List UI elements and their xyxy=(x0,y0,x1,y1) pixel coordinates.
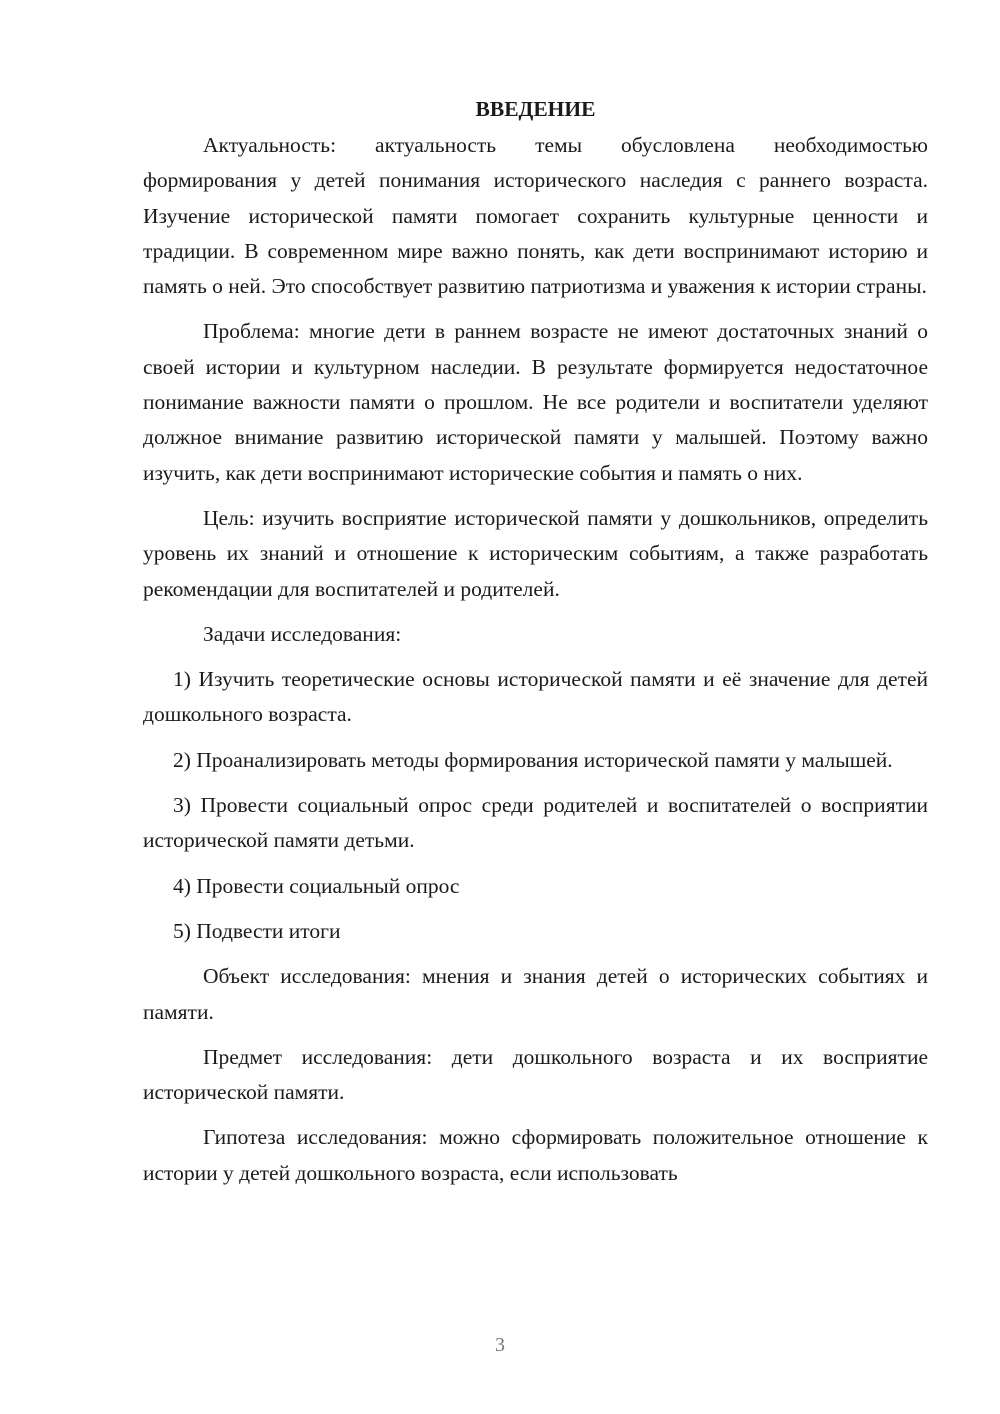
task-item-1: 1) Изучить теоретические основы исторической памяти и её значение для детей дошкольного возраста. xyxy=(143,667,928,727)
paragraph-object: Объект исследования: мнения и знания детей о исторических событиях и памяти. xyxy=(143,964,928,1024)
task-item-2: 2) Проанализировать методы формирования исторической памяти у малышей. xyxy=(173,747,893,772)
paragraph-subject: Предмет исследования: дети дошкольного возраста и их восприятие исторической памяти. xyxy=(143,1044,928,1105)
task-item-3: 3) Провести социальный опрос среди родителей и воспитателей о восприятии исторической памяти детьми. xyxy=(143,793,928,853)
paragraph-hypothesis: Гипотеза исследования: можно сформировать положительное отношение к истории у детей дошкольного возраста, если использовать xyxy=(143,1125,928,1185)
section-title: ВВЕДЕНИЕ xyxy=(475,97,596,121)
paragraph-relevance: Актуальность: актуальность темы обусловлена необходимостью формирования у детей понимания исторического наследия с раннего возраста. Изучение исторической памяти помогает сохранить культурные ценности и традиции. В современном мире важно понять, как дети воспринимают историю и память о ней. Это способствует развитию патриотизма и уважения к истории страны. xyxy=(143,133,928,299)
task-item-4: 4) Провести социальный опрос xyxy=(173,873,460,898)
paragraph-problem: Проблема: многие дети в раннем возрасте не имеют достаточных знаний о своей истории и культурном наследии. В результате формируется недостаточное понимание важности памяти о прошлом. Не все родители и воспитатели уделяют должное внимание развитию исторической памяти у малышей. Поэтому важно изучить, как дети воспринимают исторические события и память о них. xyxy=(143,319,928,485)
document-page xyxy=(143,92,928,1201)
paragraph-goal: Цель: изучить восприятие исторической памяти у дошкольников, определить уровень их знаний и отношение к историческим событиям, а также разработать рекомендации для воспитателей и родителей. xyxy=(143,505,928,601)
paragraph-tasks-heading: Задачи исследования: xyxy=(203,621,402,646)
page-number: 3 xyxy=(495,1334,505,1356)
task-item-5: 5) Подвести итоги xyxy=(173,918,341,943)
